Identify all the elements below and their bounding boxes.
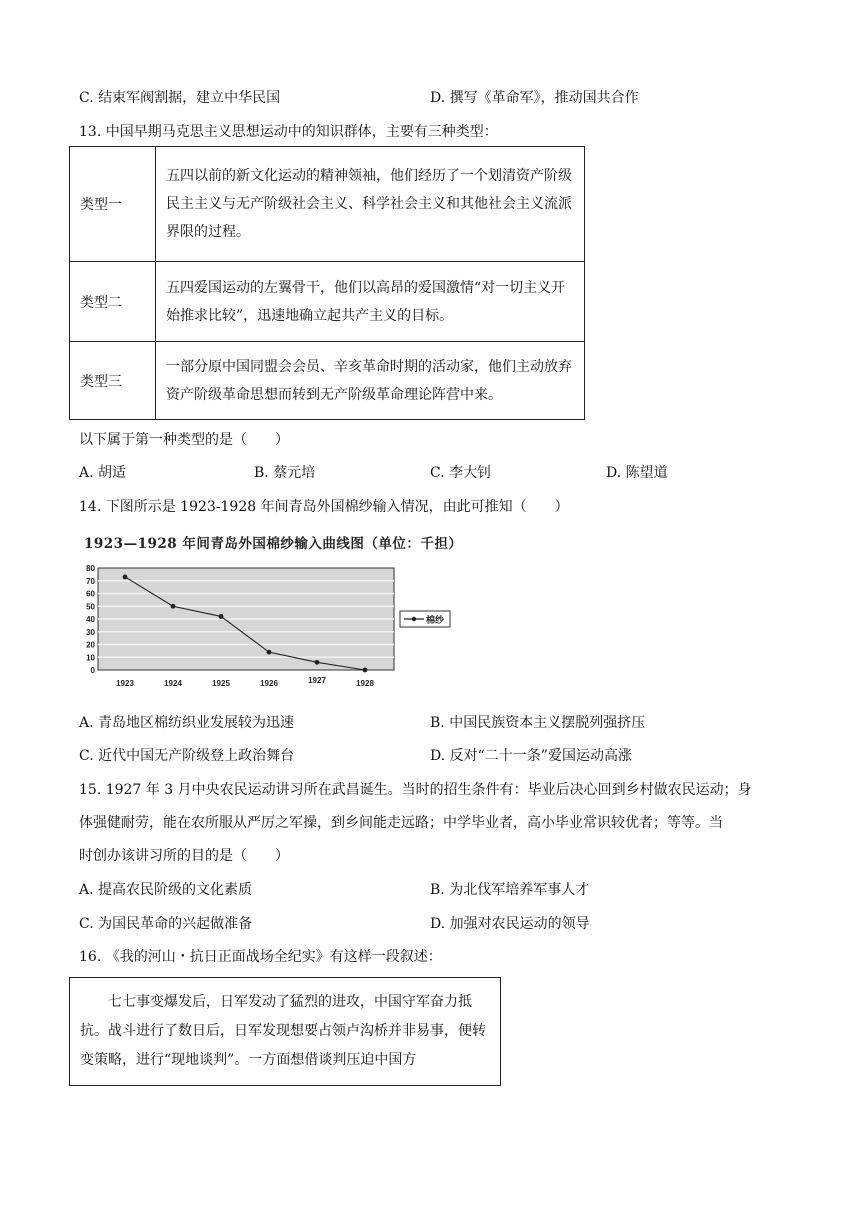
q13-stem: 13. 中国早期马克思主义思想运动中的知识群体，主要有三种类型： xyxy=(79,124,498,140)
table-row xyxy=(70,147,585,262)
x-tick-label: 1928 xyxy=(356,679,374,688)
q14-option-a: A. 青岛地区棉纺织业发展较为迅速 xyxy=(79,715,295,731)
q14-option-c: C. 近代中国无产阶级登上政治舞台 xyxy=(79,748,295,764)
q15-option-b: B. 为北伐军培养军事人才 xyxy=(430,882,590,898)
q13-option-c: C. 李大钊 xyxy=(430,465,492,481)
q12-option-d: D. 撰写《革命军》，推动国共合作 xyxy=(430,90,639,106)
q15-option-c: C. 为国民革命的兴起做准备 xyxy=(79,916,253,932)
legend-label: 棉纱 xyxy=(426,616,445,626)
x-tick-label: 1926 xyxy=(260,679,278,688)
q14-option-b: B. 中国民族资本主义摆脱列强挤压 xyxy=(430,715,646,731)
type-label: 类型三 xyxy=(70,342,156,420)
y-tick-label: 30 xyxy=(86,627,95,637)
q13-option-d: D. 陈望道 xyxy=(606,465,668,481)
y-tick-label: 70 xyxy=(86,576,95,586)
q16-stem: 16. 《我的河山・抗日正面战场全纪实》有这样一段叙述： xyxy=(79,949,442,965)
q13-types-table xyxy=(69,146,585,420)
y-tick-label: 10 xyxy=(86,653,95,663)
q13-question: 以下属于第一种类型的是（ ） xyxy=(79,432,289,448)
q14-stem: 14. 下图所示是 1923-1928 年间青岛外国棉纱输入情况，由此可推知（ ） xyxy=(79,499,569,515)
y-tick-label: 40 xyxy=(86,615,95,624)
q16-passage: 七七事变爆发后，日军发动了猛烈的进攻，中国守军奋力抵抗。战斗进行了数日后，日军发现想要占领卢沟桥并非易事，便转变策略，进行“现地谈判”。一方面想借谈判压迫中国方 xyxy=(80,994,486,1068)
chart-plot xyxy=(78,528,458,696)
data-point xyxy=(267,650,272,655)
table-row xyxy=(70,262,585,342)
x-tick-label: 1924 xyxy=(164,679,182,688)
legend-marker xyxy=(412,617,416,621)
q14-option-d: D. 反对“二十一条”爱国运动高涨 xyxy=(430,748,632,764)
y-tick-label: 0 xyxy=(90,666,95,675)
data-point xyxy=(123,575,128,580)
data-point xyxy=(363,668,368,673)
x-tick-label: 1923 xyxy=(116,679,134,688)
y-tick-label: 50 xyxy=(86,602,95,612)
q13-option-a: A. 胡适 xyxy=(79,465,127,481)
y-tick-label: 20 xyxy=(86,640,95,650)
q13-option-b: B. 蔡元培 xyxy=(254,465,316,481)
q15-stem-line3: 时创办该讲习所的目的是（ ） xyxy=(79,848,289,864)
q15-option-d: D. 加强对农民运动的领导 xyxy=(430,916,590,932)
data-point xyxy=(171,604,176,609)
type-description: 五四爱国运动的左翼骨干，他们以高昂的爱国激情“对一切主义开始推求比较”，迅速地确立起共产主义的目标。 xyxy=(156,262,585,342)
type-label: 类型二 xyxy=(70,262,156,342)
table-row xyxy=(70,342,585,420)
y-tick-label: 60 xyxy=(86,589,95,599)
q15-option-a: A. 提高农民阶级的文化素质 xyxy=(79,882,253,898)
x-tick-label: 1927 xyxy=(308,676,326,685)
y-tick-label: 80 xyxy=(86,564,95,573)
q15-stem-line1: 15. 1927 年 3 月中央农民运动讲习所在武昌诞生。当时的招生条件有：毕业后决心回到乡村做农民运动；身 xyxy=(79,782,752,798)
data-point xyxy=(219,614,224,619)
x-tick-label: 1925 xyxy=(212,679,230,688)
q12-option-c: C. 结束军阀割据，建立中华民国 xyxy=(79,90,281,106)
data-point xyxy=(315,660,320,665)
q16-passage-box xyxy=(69,977,501,1086)
q15-stem-line2: 体强健耐劳，能在农所服从严厉之军操，到乡间能走远路；中学毕业者，高小毕业常识较优者；等等。当 xyxy=(79,815,723,831)
type-description: 一部分原中国同盟会会员、辛亥革命时期的活动家，他们主动放弃资产阶级革命思想而转到无产阶级革命理论阵营中来。 xyxy=(156,342,585,420)
type-description: 五四以前的新文化运动的精神领袖，他们经历了一个划清资产阶级民主主义与无产阶级社会主义、科学社会主义和其他社会主义流派界限的过程。 xyxy=(156,147,585,262)
cotton-yarn-import-chart xyxy=(78,528,463,696)
chart-title: 1923—1928 年间青岛外国棉纱输入曲线图（单位：千担） xyxy=(84,536,463,552)
type-label: 类型一 xyxy=(70,147,156,262)
